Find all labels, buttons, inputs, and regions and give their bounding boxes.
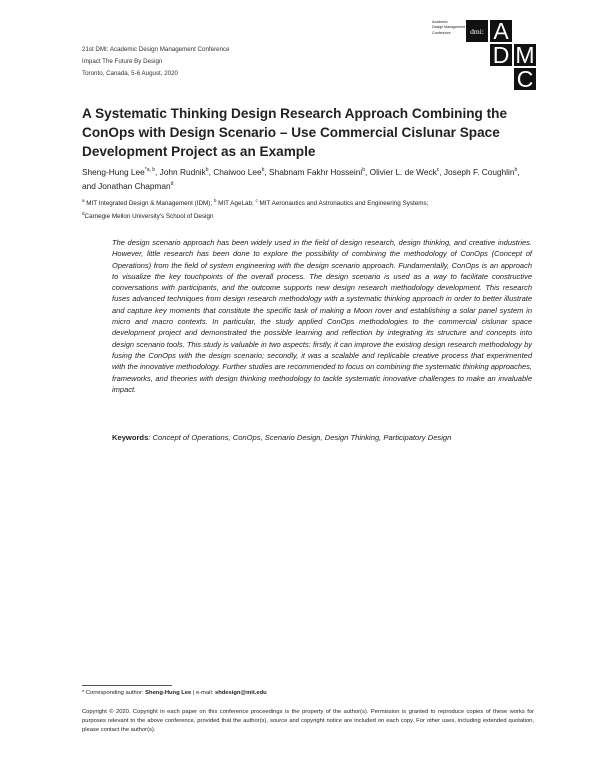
abstract: The design scenario approach has been widely used in the field of design research, design thinking, and creative industries. However, little research has been done to explore the possibility of combining the methodology of ConOps (Concept of Operations) from the field of system engineering with the design scenario approach. Fundamentally, ConOps is an approach to visualize the key touchpoints of the overall process. The design scenario is used as a way to facilitate constructive conversations with participants, and the outcome supports new design research methodology development. This research fuses advanced techniques from design research methodology with a systematic thinking approach in order to better illustrate and capture key moments that constitute the specific task of making a Moon rover and establishing a solar panel system in micro and macro contexts. In particular, the study applied ConOps methodologies to the commercial cislunar space development project and demonstrated the possible learning and reflection by integrating its structure and concepts into design scenario tools. This study is valuable in two aspects: firstly, it can improve the existing design research methodology by fusing the ConOps with the design scenario; secondly, it was a scalable and replicable creative process that experimented with the innovative methodology. Further studies are recommended to focus on combining the systematic thinking approaches, frameworks, and theories with design thinking methodology to tackle systematic innovative challenges to make an invaluable impact. bbox=[112, 238, 532, 394]
logo-org-line1: Academic bbox=[432, 20, 448, 24]
logo-letter-d: D bbox=[490, 44, 512, 66]
affiliation-b: MIT AgeLab; bbox=[218, 200, 254, 208]
author-sup: b bbox=[205, 167, 209, 173]
conference-theme: Impact The Future By Design bbox=[82, 58, 163, 65]
author-sup: *a, b bbox=[144, 167, 156, 173]
author-name: Jonathan Chapman bbox=[98, 181, 171, 192]
affil-sup: a bbox=[82, 198, 85, 203]
author-list: Sheng-Hung Lee$^{*a, b}$, John Rudnik$^b$, Chaiwoo Lee$^b$, Shabnam Fakhr Hosseini$^b$, Olivier L. de Weck$^c$, Joseph F. Coughlin$^b$, and Jonathan Chapman$^d$ bbox=[82, 166, 520, 192]
logo-letter-m: M bbox=[515, 41, 535, 68]
keywords bbox=[112, 432, 532, 443]
conference-info bbox=[82, 44, 230, 80]
logo-org-line2: Design Management bbox=[432, 25, 466, 30]
logo-letter-a: A bbox=[490, 20, 512, 42]
corresponding-author-footnote bbox=[82, 689, 267, 698]
paper-title: A Systematic Thinking Design Research Approach Combining the ConOps with Design Scenario – Use Commercial Cislunar Space Development Project as an Example bbox=[82, 106, 508, 159]
author-name: John Rudnik bbox=[159, 166, 206, 177]
affil-sup: c bbox=[255, 198, 258, 203]
affil-sup: d bbox=[82, 211, 85, 217]
author-sup: b bbox=[261, 167, 265, 173]
keywords-text: : Concept of Operations, ConOps, Scenario Design, Design Thinking, Participatory Design bbox=[148, 433, 452, 442]
footnote-email-label: | e-mail: bbox=[191, 690, 215, 696]
conference-name: 21st DMI: Academic Design Management Conference bbox=[82, 46, 230, 53]
keywords-label: Keywords bbox=[112, 433, 149, 442]
author-name: Joseph F. Coughlin bbox=[443, 166, 515, 177]
footnote-prefix: * Corresponding author: bbox=[82, 690, 146, 696]
affiliation-a: MIT Integrated Design & Management (IDM); bbox=[86, 200, 213, 208]
logo-letter-c: C bbox=[514, 68, 536, 90]
dmi-logo-mark: dmi: bbox=[466, 20, 488, 42]
affiliation-d: Carnegie Mellon University's School of Design bbox=[84, 213, 214, 221]
affiliation-c: MIT Aeronautics and Astronautics and Engineering Systems; bbox=[259, 200, 429, 208]
copyright-notice: Copyright © 2020. Copyright in each paper on this conference proceedings is the property of the author(s). Permission is granted to reproduce copies of these works for purposes relevant to the above conference, provided that the author(s), source and copyright notice are included on each copy. For other uses, including extended quotation, please contact the author(s). bbox=[82, 709, 534, 734]
affiliations bbox=[82, 196, 532, 222]
author-sup: d bbox=[170, 181, 174, 188]
author-name: Olivier L. de Weck bbox=[369, 166, 437, 177]
author-sup: c bbox=[436, 167, 440, 173]
author-name: Chaiwoo Lee bbox=[213, 166, 262, 177]
author-sup: b bbox=[362, 167, 365, 173]
footnote-divider bbox=[82, 685, 172, 686]
author-sup: b bbox=[514, 167, 518, 173]
logo-org-line3: Conference bbox=[432, 30, 451, 35]
footnote-author-name: Sheng-Hung Lee bbox=[145, 690, 192, 696]
author-name: Shabnam Fakhr Hosseini bbox=[269, 166, 363, 177]
conference-location-date: Toronto, Canada, 5-6 August, 2020 bbox=[82, 70, 178, 77]
affil-sup: b bbox=[213, 198, 217, 203]
author-name: Sheng-Hung Lee bbox=[82, 166, 145, 177]
footnote-email-link[interactable]: shdesign@mit.edu bbox=[214, 690, 267, 696]
